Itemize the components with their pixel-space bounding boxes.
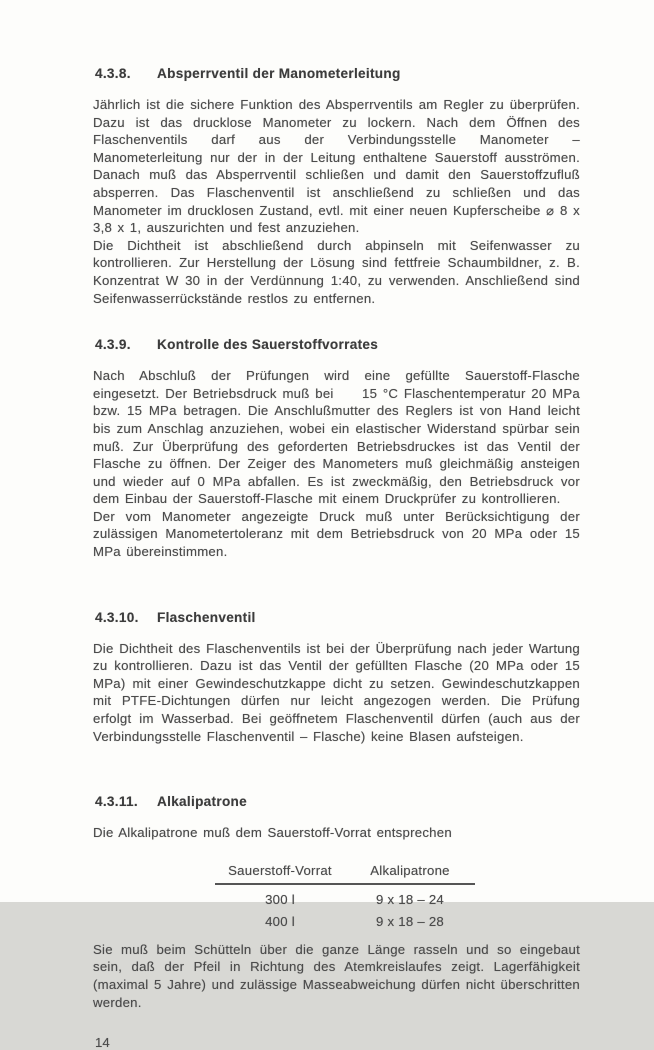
section-number: 4.3.9. — [95, 337, 131, 353]
table-header-sauerstoff-vorrat: Sauerstoff-Vorrat — [228, 862, 332, 878]
section-title: Flaschenventil — [157, 609, 256, 625]
paragraph: Die Dichtheit des Flaschenventils ist bei der Überprüfung nach jeder Wartung zu kontrollieren. Dazu ist das Ventil der gefüllten Flasche (20 MPa oder 15 MPa) mit einer Gewindeschutzkappe dicht zu setzen. Gewindeschutzkappen mit PTFE-Dichtungen dürfen nur leicht angezogen werden. Die Prüfung erfolgt im Wasserbad. Bei geöffnetem Flaschenventil dürfen (auch aus der Verbindungsstelle Flaschenventil – Flasche) keine Blasen aufsteigen. — [93, 640, 580, 744]
section-4-3-10 — [93, 610, 580, 746]
paragraph: Sie muß beim Schütteln über die ganze Länge rasseln und so eingebaut sein, daß der Pfeil in Richtung des Atemkreislaufes zeigt. Lagerfähigkeit (maximal 5 Jahre) und zulässige Masseabweichung dürfen nicht überschritten werden. — [93, 941, 580, 1010]
table-header-row — [215, 863, 475, 885]
section-4-3-9 — [93, 337, 580, 561]
section-title: Kontrolle des Sauerstoffvorrates — [157, 337, 379, 353]
section-number: 4.3.10. — [95, 609, 139, 625]
table-row — [215, 892, 475, 907]
paragraph: Jährlich ist die sichere Funktion des Absperrventils am Regler zu überprüfen. Dazu ist das drucklose Manometer zu lockern. Nach dem Öffnen des Flaschenventils darf aus der Verbindungsstelle Manometer – Manometerleitung nur der in der Leitung enthaltene Sauerstoff ausströmen. Danach muß das Absperrventil schließen und damit den Sauerstoffzufluß absperren. Das Flaschenventil ist anschließend zu schließen und das Manometer im drucklosen Zustand, evtl. mit einer neuen Kupferscheibe ⌀ 8 x 3,8 x 1, auszurichten und fest anzuziehen. — [93, 97, 580, 236]
table-cell: 9 x 18 – 24 — [375, 891, 444, 907]
page-number: 14 — [95, 1035, 110, 1050]
section-heading — [95, 794, 580, 809]
section-title: Absperrventil der Manometerleitung — [157, 66, 401, 81]
table-header-alkalipatrone: Alkalipatrone — [370, 862, 450, 878]
section-4-3-11 — [93, 794, 580, 1011]
table-intro: Die Alkalipatrone muß dem Sauerstoff-Vorrat entsprechen — [93, 825, 452, 841]
paragraph: Nach Abschluß der Prüfungen wird eine gefüllte Sauerstoff-Flasche eingesetzt. Der Betriebsdruck muß bei 15 °C Flaschentemperatur 20 MPa bzw. 15 MPa betragen. Die Anschlußmutter des Reglers ist von Hand leicht bis zum Anschlag anzuziehen, wobei ein elastischer Widerstand spürbar sein muß. Zur Überprüfung des geforderten Betriebsdruckes ist das Ventil der Flasche zu öffnen. Der Zeiger des Manometers muß gleichmäßig ansteigen und wieder auf 0 MPa abfallen. Es ist zweckmäßig, den Betriebsdruck vor dem Einbau der Sauerstoff-Flasche mit einem Druckprüfer zu kontrollieren. — [93, 368, 580, 507]
table-row — [215, 914, 475, 929]
section-title: Alkalipatrone — [157, 794, 248, 810]
paragraph: Der vom Manometer angezeigte Druck muß unter Berücksichtigung der zulässigen Manometertoleranz mit dem Betriebsdruck von 20 MPa oder 15 MPa übereinstimmen. — [93, 508, 580, 560]
section-4-3-8 — [93, 66, 580, 307]
section-heading — [95, 610, 580, 625]
table-cell: 300 l — [265, 891, 295, 907]
alkali-cartridge-table — [215, 863, 475, 929]
paragraph: Die Dichtheit ist abschließend durch abpinseln mit Seifenwasser zu kontrollieren. Zur Herstellung der Lösung sind fettfreie Schaumbildner, z. B. Konzentrat W 30 in der Verdünnung 1:40, zu verwenden. Anschließend sind Seifenwasserrückstände restlos zu entfernen. — [93, 237, 580, 306]
section-heading — [95, 337, 580, 352]
section-heading — [95, 66, 580, 81]
section-number: 4.3.11. — [95, 794, 138, 810]
table-cell: 400 l — [265, 913, 295, 929]
table-cell: 9 x 18 – 28 — [375, 913, 444, 929]
section-number: 4.3.8. — [95, 66, 131, 81]
